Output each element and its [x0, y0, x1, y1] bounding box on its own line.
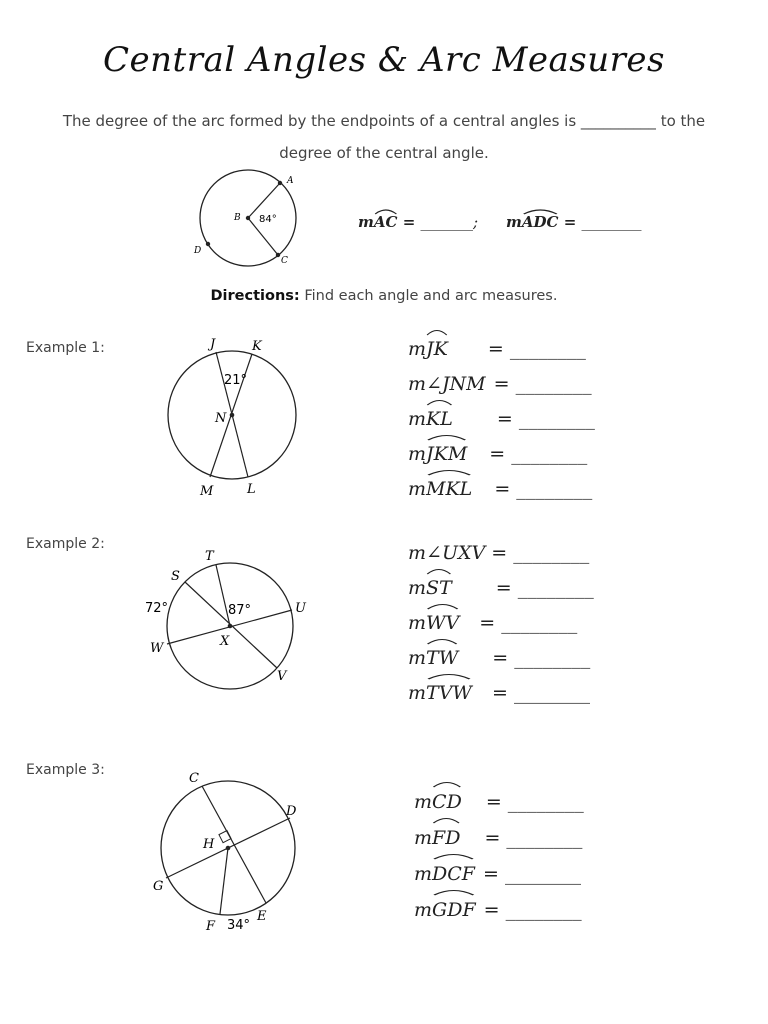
ex3-q1: mCD = ________	[414, 784, 584, 820]
intro-line-2: degree of the central angle.	[279, 144, 489, 162]
angle-34: 34°	[227, 918, 251, 933]
example-2-questions	[408, 536, 594, 711]
ex2-q3: mWV = ________	[408, 606, 594, 641]
label-k: K	[252, 339, 262, 354]
label-d: D	[194, 246, 202, 256]
angle-21: 21°	[224, 373, 248, 388]
angle-84: 84°	[259, 214, 277, 225]
label-l: L	[247, 482, 256, 497]
ex3-q4: mGDF = ________	[414, 892, 584, 928]
center-point-b	[246, 216, 250, 220]
label-f: F	[206, 919, 216, 934]
label-h: H	[203, 837, 215, 852]
example-1-figure	[160, 332, 305, 502]
example-3-questions	[414, 784, 584, 928]
label-v: V	[277, 669, 287, 684]
ex1-q3: mKL = ________	[408, 402, 595, 437]
top-question-2: mADC = ________	[506, 213, 642, 231]
label-j: J	[210, 337, 216, 352]
ex1-q2: m∠JNM = ________	[408, 373, 592, 395]
directions-text: Find each angle and arc measures.	[304, 288, 558, 304]
label-a: A	[287, 176, 294, 186]
example-3-label: Example 3:	[26, 762, 105, 778]
example-1-questions	[408, 332, 595, 507]
intro-line-1: The degree of the arc formed by the endpoints of a central angles is __________ to the	[62, 112, 706, 130]
label-m: M	[200, 484, 214, 499]
label-d: D	[286, 804, 297, 819]
example-2-figure	[140, 544, 315, 694]
label-c: C	[281, 256, 288, 266]
directions	[0, 288, 768, 304]
label-e: E	[257, 909, 267, 924]
label-g: G	[153, 879, 164, 894]
center-x	[228, 624, 233, 629]
label-t: T	[205, 549, 214, 564]
ex3-q3: mDCF = ________	[414, 856, 584, 892]
directions-label: Directions:	[210, 288, 300, 304]
ex2-q2: mST = ________	[408, 571, 594, 606]
ex1-q5: mMKL = ________	[408, 472, 595, 507]
angle-72: 72°	[145, 601, 169, 616]
point-d	[206, 242, 210, 246]
ex3-q2: mFD = ________	[414, 820, 584, 856]
label-u: U	[295, 601, 306, 616]
label-n: N	[215, 411, 227, 426]
ex2-q1: m∠UXV = ________	[408, 542, 590, 564]
top-question-1: mAC = _______;	[358, 213, 478, 231]
point-a	[278, 181, 282, 185]
center-h	[226, 846, 231, 851]
label-x: X	[220, 634, 230, 649]
label-c: C	[189, 771, 199, 786]
ray-hf	[220, 848, 228, 914]
center-n	[230, 413, 235, 418]
label-b: B	[234, 213, 241, 223]
reference-circle-figure	[190, 168, 310, 278]
example-2-label: Example 2:	[26, 536, 105, 552]
ex2-q4: mTW = ________	[408, 641, 594, 676]
ex2-q5: mTVW = ________	[408, 676, 594, 711]
label-w: W	[150, 641, 164, 656]
ex1-q4: mJKM = ________	[408, 437, 595, 472]
label-s: S	[171, 569, 180, 584]
example-3-figure	[145, 768, 315, 938]
angle-87: 87°	[228, 603, 252, 618]
ex1-q1: mJK = ________	[408, 332, 595, 367]
radius-ba	[248, 183, 280, 218]
example-1-label: Example 1:	[26, 340, 105, 356]
page-title: Central Angles & Arc Measures	[103, 40, 665, 80]
point-c	[276, 253, 280, 257]
